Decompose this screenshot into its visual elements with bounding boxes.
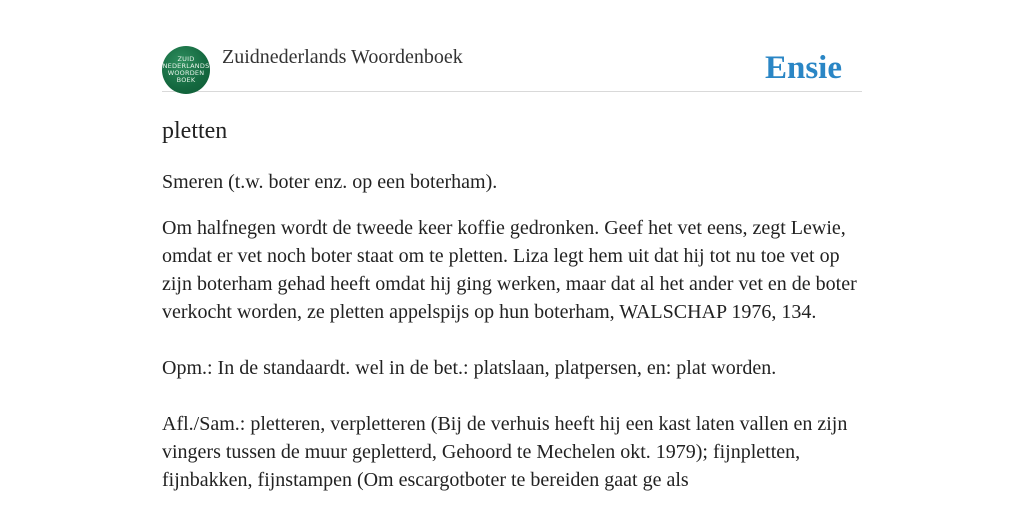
site-name-link[interactable]: Zuidnederlands Woordenboek (222, 46, 463, 68)
site-logo[interactable] (162, 46, 210, 94)
logo-text (163, 56, 210, 84)
entry-derived-words: Afl./Sam.: pletteren, verpletteren (Bij de verhuis heeft hij een kast laten vallen en zijn vingers tussen de muur gepletterd, Gehoord te Mechelen okt. 1979); fijnpletten, fijnbakken, fijnstampen (Om escargotboter te bereiden gaat ge als (162, 413, 848, 491)
site-header (162, 44, 862, 92)
entry-note: Opm.: In de standaardt. wel in de bet.: platslaan, platpersen, en: plat worden. (162, 357, 777, 379)
entry-title: pletten (162, 118, 228, 144)
entry-quote: Om halfnegen wordt de tweede keer koffie gedronken. Geef het vet eens, zegt Lewie, omdat er vet noch boter staat om te pletten. Liza legt hem uit dat hij tot nu toe vet op zijn boterham gehad heeft omdat hij ging werken, maar dat al het ander vet en de boter verkocht worden, ze pletten appelspijs op hun boterham, WALSCHAP 1976, 134. (162, 217, 857, 323)
ensie-brand-link[interactable]: Ensie (764, 50, 842, 86)
logo-line: WOORDEN (167, 69, 205, 77)
entry-definition: Smeren (t.w. boter enz. op een boterham). (162, 171, 498, 193)
logo-line: BOEK (176, 76, 196, 84)
logo-line: NEDERLANDS (162, 62, 210, 70)
logo-line: ZUID (177, 55, 195, 63)
entry-content (162, 116, 862, 494)
